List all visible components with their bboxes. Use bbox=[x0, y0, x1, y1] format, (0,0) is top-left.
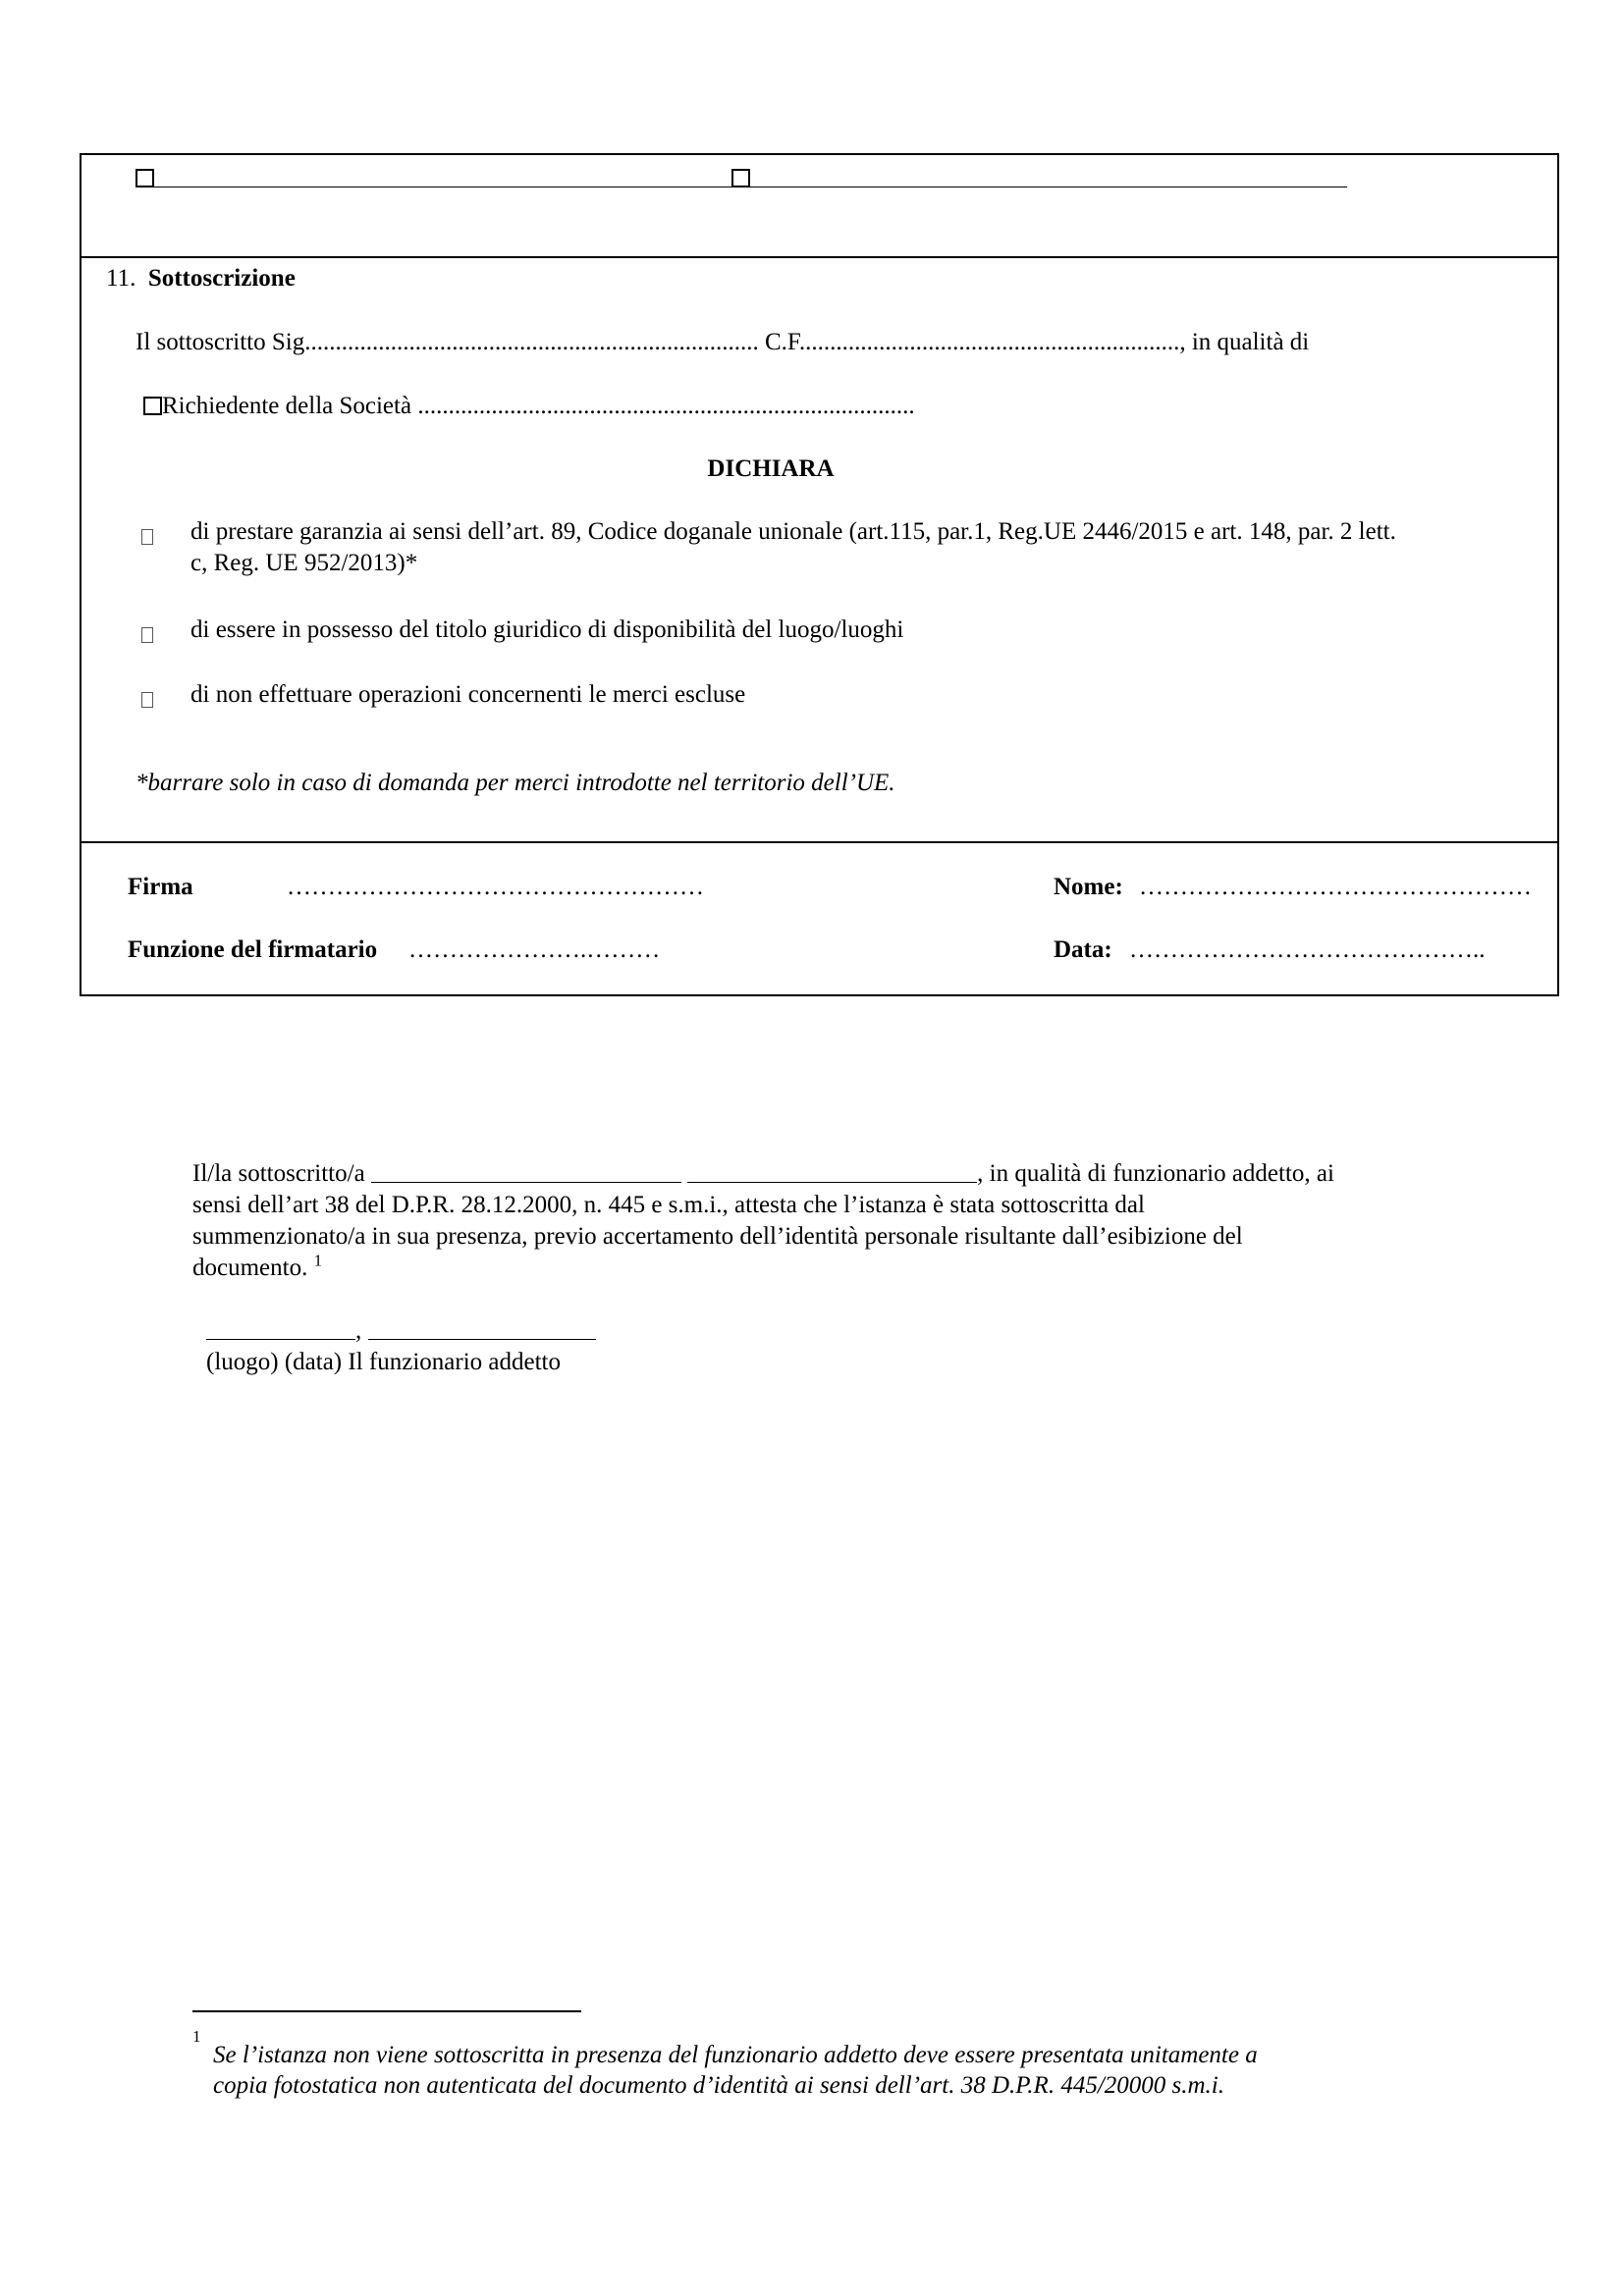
declaration-checkbox-3[interactable] bbox=[141, 685, 153, 716]
section-title: Sottoscrizione bbox=[147, 265, 296, 292]
checkbox-richiedente[interactable] bbox=[143, 397, 162, 415]
signatory-name-field[interactable]: .......................................................................... bbox=[304, 329, 759, 355]
official-name-field[interactable] bbox=[371, 1182, 681, 1183]
declaration-3: di non effettuare operazioni concernenti le merci escluse bbox=[190, 681, 746, 708]
checkbox-glyph-icon bbox=[141, 627, 153, 643]
attestation-lead: Il/la sottoscritto/a bbox=[192, 1160, 365, 1187]
firma-label: Firma bbox=[128, 874, 193, 900]
richiedente-line bbox=[143, 391, 915, 421]
societa-field[interactable]: ................................................................................. bbox=[417, 393, 915, 419]
date-field[interactable] bbox=[368, 1339, 596, 1340]
nome-field[interactable]: ………………………………………… bbox=[1139, 874, 1532, 900]
funzione-field[interactable]: ………………….……… bbox=[408, 936, 661, 963]
attestation-end: documento. bbox=[192, 1255, 308, 1281]
cf-label: C.F bbox=[764, 329, 799, 355]
attestation-line-4 bbox=[192, 1253, 322, 1283]
funzione-label: Funzione del firmatario bbox=[128, 936, 378, 963]
dichiara-heading: DICHIARA bbox=[707, 455, 835, 482]
footnote-line-1: Se l’istanza non viene sottoscritta in presenza del funzionario addetto deve essere presentata unitamente a bbox=[213, 2042, 1258, 2068]
nome-label: Nome: bbox=[1054, 874, 1123, 900]
checkbox-glyph-icon bbox=[141, 529, 153, 545]
declaration-1-line1: di prestare garanzia ai sensi dell’art. 89, Codice doganale unionale (art.115, par.1, Reg.UE 2446/2015 e art. 148, par. 2 lett. bbox=[190, 518, 1396, 545]
footnote-reference: 1 bbox=[313, 1251, 323, 1270]
footnote-line-2: copia fotostatica non autenticata del documento d’identità ai sensi dell’art. 38 D.P.R. 445/20000 s.m.i. bbox=[213, 2072, 1224, 2099]
place-date-separator: , bbox=[355, 1317, 362, 1344]
section-number: 11. bbox=[106, 265, 136, 292]
checkbox-option-a[interactable] bbox=[135, 169, 154, 187]
attestation-role: , in qualità di funzionario addetto, ai bbox=[977, 1160, 1334, 1187]
declaration-2: di essere in possesso del titolo giuridico di disponibilità del luogo/luoghi bbox=[190, 616, 904, 643]
place-field[interactable] bbox=[206, 1339, 355, 1340]
row-divider bbox=[80, 256, 1559, 258]
signatory-prefix: Il sottoscritto Sig bbox=[135, 329, 305, 355]
data-label: Data: bbox=[1054, 936, 1112, 963]
declaration-1-line2: c, Reg. UE 952/2013)* bbox=[190, 550, 418, 576]
footnote-rule bbox=[192, 2010, 581, 2012]
firma-field[interactable]: …………………………………………… bbox=[287, 874, 704, 900]
signatory-line bbox=[135, 327, 1309, 357]
data-field[interactable]: …………………………………….. bbox=[1129, 936, 1486, 963]
checkbox-glyph-icon bbox=[141, 692, 153, 708]
official-surname-field[interactable] bbox=[687, 1182, 977, 1183]
attestation-line-2: sensi dell’art 38 del D.P.R. 28.12.2000, n. 445 e s.m.i., attesta che l’istanza è stata sottoscritta dal bbox=[192, 1192, 1145, 1218]
place-date-caption: (luogo) (data) Il funzionario addetto bbox=[206, 1349, 561, 1375]
cf-field[interactable]: .............................................................. bbox=[798, 329, 1180, 355]
footnote-number: 1 bbox=[192, 2027, 201, 2046]
checkbox-option-b[interactable] bbox=[731, 169, 750, 187]
declaration-checkbox-2[interactable] bbox=[141, 620, 153, 651]
attestation-line-1 bbox=[192, 1158, 1334, 1189]
signatory-suffix: , in qualità di bbox=[1179, 329, 1310, 355]
declaration-note: *barrare solo in caso di domanda per merci introdotte nel territorio dell’UE. bbox=[135, 770, 895, 796]
row-divider bbox=[80, 841, 1559, 843]
place-date-line bbox=[206, 1315, 596, 1346]
attestation-line-3: summenzionato/a in sua presenza, previo accertamento dell’identità personale risultante dall’esibizione del bbox=[192, 1223, 1243, 1250]
declaration-checkbox-1[interactable] bbox=[141, 522, 153, 553]
section-heading bbox=[106, 263, 296, 294]
option-row-1 bbox=[135, 163, 1347, 193]
richiedente-label: Richiedente della Società bbox=[162, 393, 412, 419]
